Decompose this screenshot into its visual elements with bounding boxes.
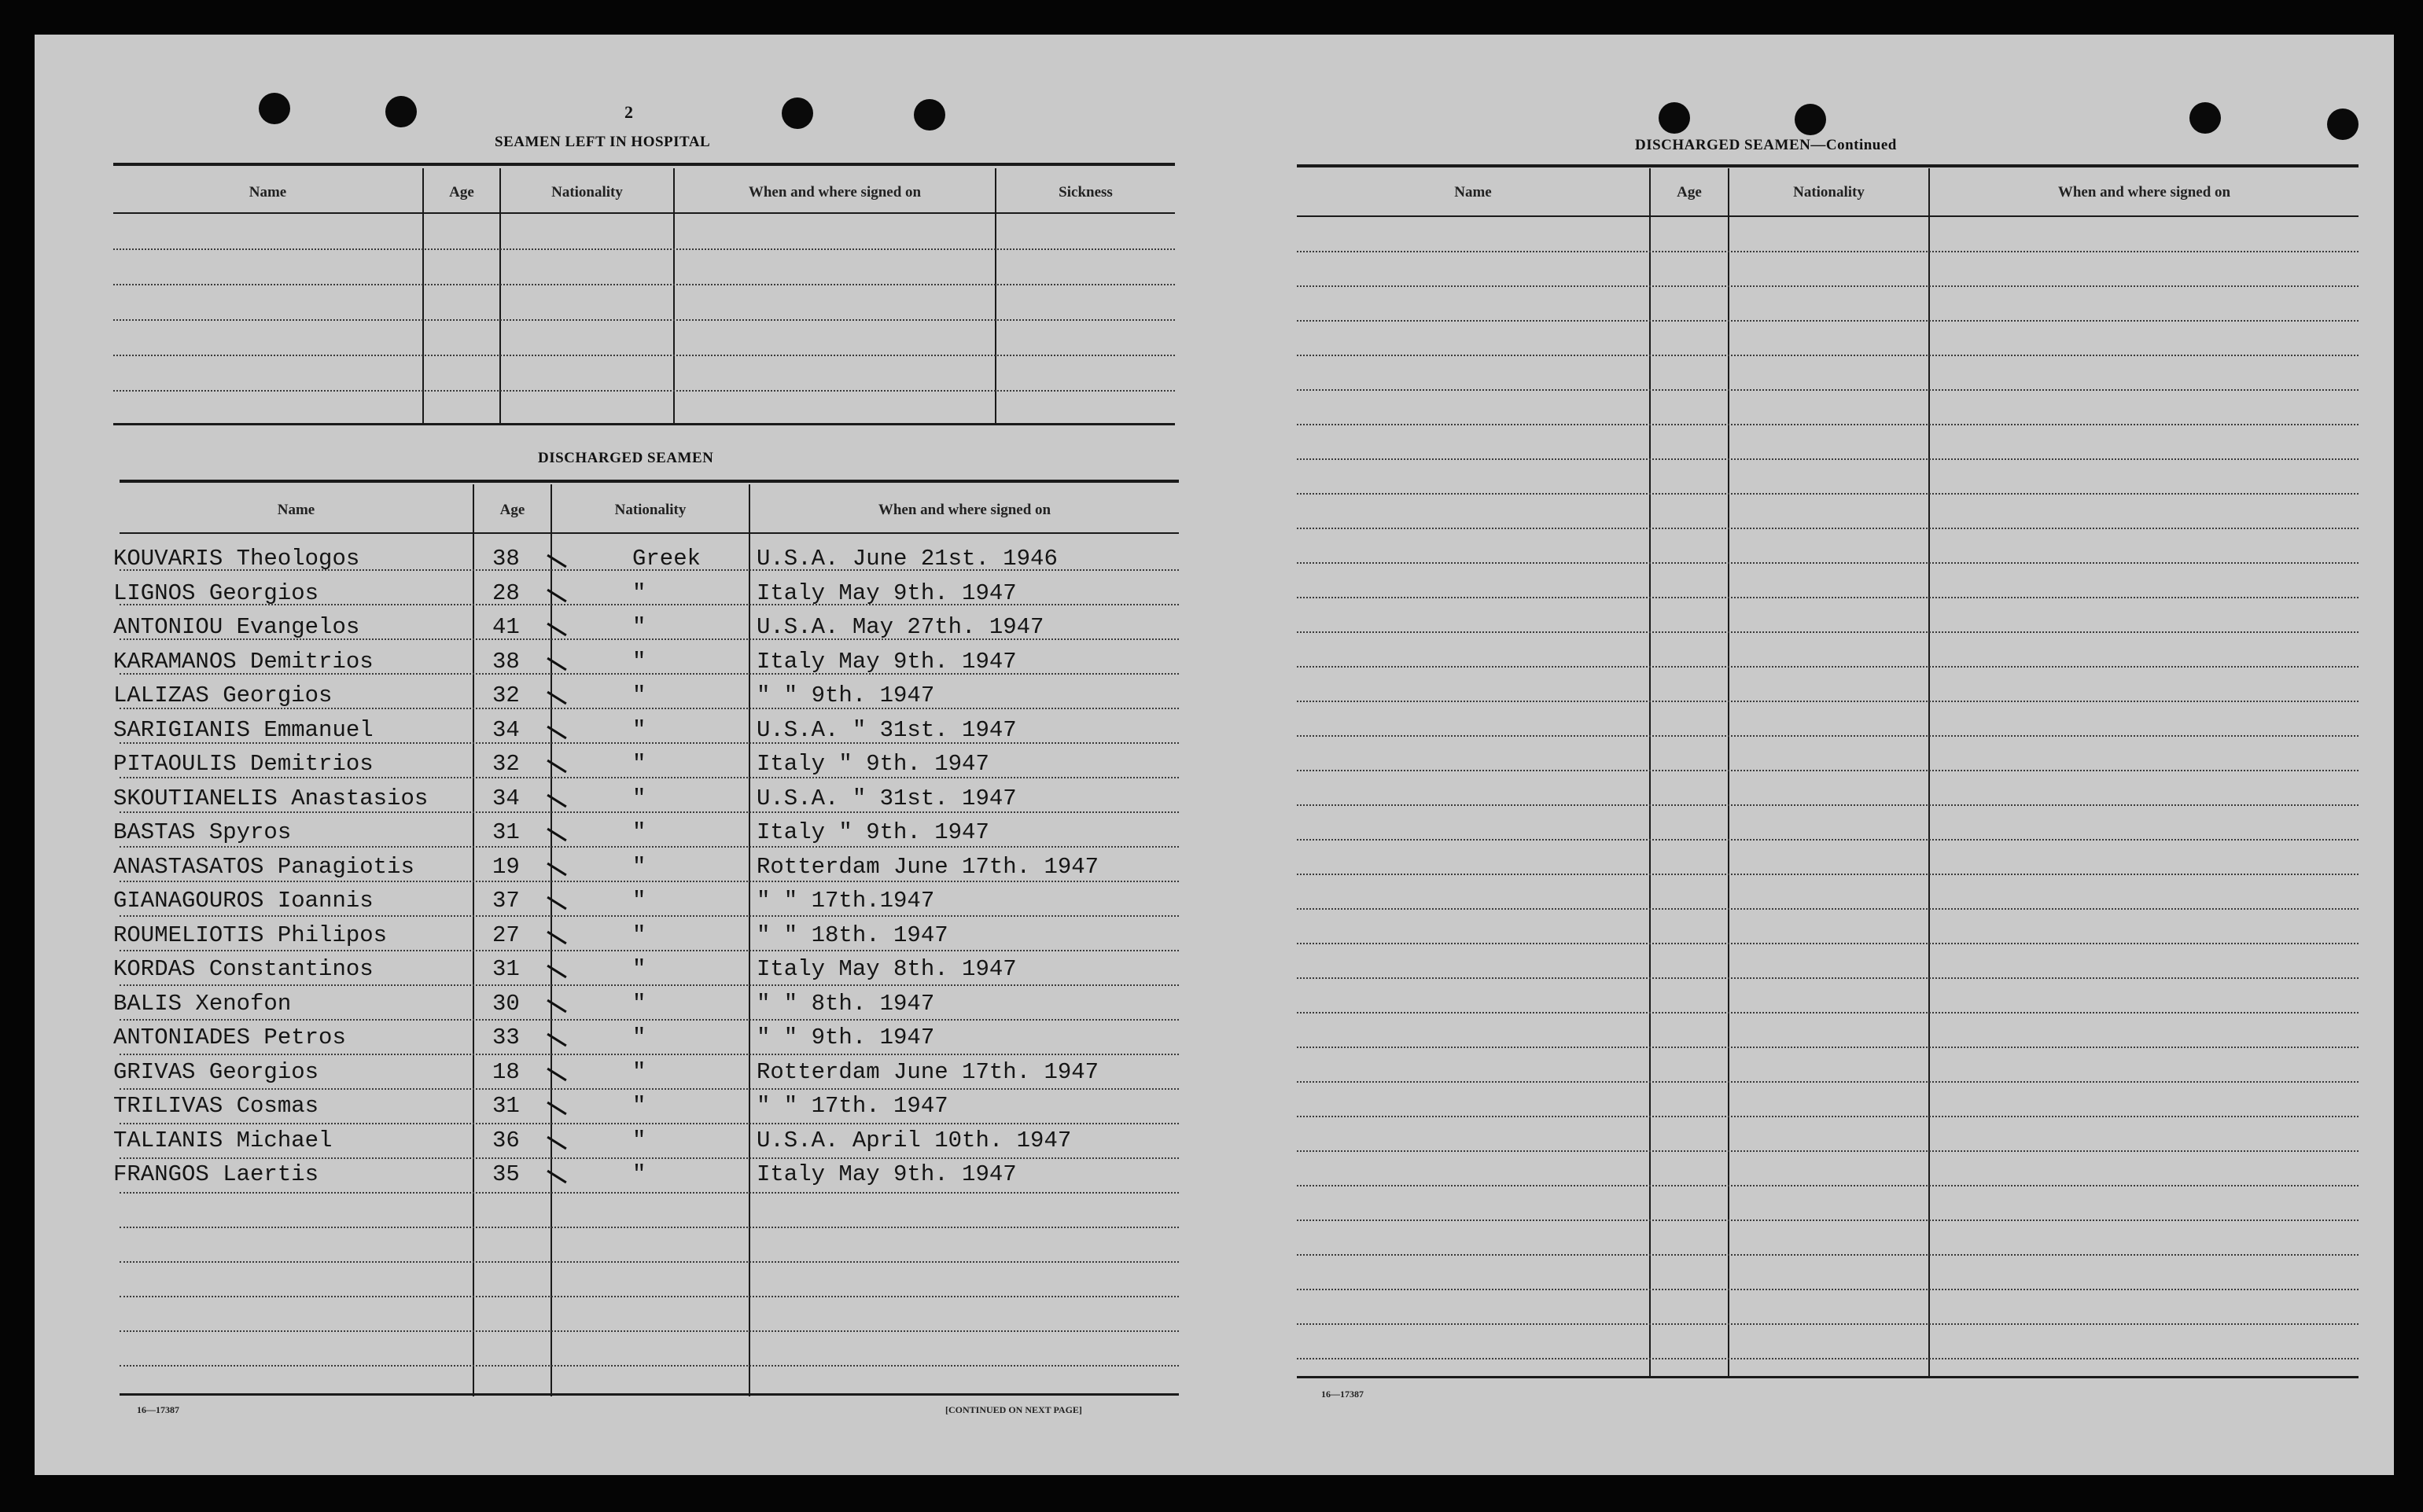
hospital-col-divider bbox=[673, 168, 675, 425]
ruled-line bbox=[120, 1227, 1179, 1228]
hospital-header-signed-on: When and where signed on bbox=[748, 184, 922, 200]
hospital-header-sickness: Sickness bbox=[1059, 184, 1113, 200]
seaman-age: 33 bbox=[492, 1025, 520, 1050]
ruled-line bbox=[1297, 458, 2359, 460]
seaman-signed-on: Italy May 9th. 1947 bbox=[757, 1161, 1017, 1187]
hospital-top-rule bbox=[113, 163, 1175, 166]
ruled-line bbox=[120, 1261, 1179, 1263]
hospital-section-title: SEAMEN LEFT IN HOSPITAL bbox=[495, 134, 711, 150]
ruled-line bbox=[1297, 1323, 2359, 1325]
ruled-line bbox=[120, 881, 1179, 882]
ruled-line bbox=[1297, 1185, 2359, 1186]
ruled-line bbox=[1297, 1220, 2359, 1221]
seaman-nationality: " bbox=[632, 1058, 646, 1085]
discharged-header-signed-on: When and where signed on bbox=[878, 502, 1051, 518]
continued-title-suffix: —Continued bbox=[1810, 137, 1897, 153]
hospital-bottom-rule bbox=[113, 423, 1175, 425]
ruled-line bbox=[120, 1365, 1179, 1367]
ruled-line bbox=[120, 1019, 1179, 1021]
ruled-line bbox=[120, 1157, 1179, 1159]
ruled-line bbox=[113, 319, 1175, 321]
ruled-line bbox=[120, 1054, 1179, 1055]
ruled-line bbox=[1297, 389, 2359, 391]
punch-hole bbox=[259, 93, 290, 124]
discharged-top-rule bbox=[120, 480, 1179, 483]
ruled-line bbox=[113, 248, 1175, 250]
seaman-age: 32 bbox=[492, 682, 520, 708]
seaman-name: GRIVAS Georgios bbox=[113, 1058, 319, 1085]
seaman-signed-on: Italy " 9th. 1947 bbox=[757, 819, 989, 845]
ruled-line bbox=[1297, 735, 2359, 737]
discharged-col-divider bbox=[551, 484, 552, 1396]
seaman-name: BASTAS Spyros bbox=[113, 819, 292, 845]
seaman-signed-on: U.S.A. " 31st. 1947 bbox=[757, 785, 1017, 811]
seaman-name: ANASTASATOS Panagiotis bbox=[113, 853, 414, 880]
hospital-col-divider bbox=[499, 168, 501, 425]
right-header-age: Age bbox=[1677, 184, 1702, 200]
seaman-signed-on: U.S.A. May 27th. 1947 bbox=[757, 614, 1044, 640]
discharged-header-nationality: Nationality bbox=[614, 502, 687, 518]
seaman-age: 41 bbox=[492, 614, 520, 640]
continued-section-title bbox=[1635, 137, 1897, 154]
seaman-age: 31 bbox=[492, 956, 520, 982]
seaman-nationality: " bbox=[632, 922, 646, 948]
punch-hole bbox=[2189, 102, 2221, 134]
seaman-name: KARAMANOS Demitrios bbox=[113, 648, 374, 675]
right-bottom-rule bbox=[1297, 1376, 2359, 1378]
seaman-name: FRANGOS Laertis bbox=[113, 1161, 319, 1187]
ruled-line bbox=[120, 1123, 1179, 1124]
seaman-signed-on: Italy May 9th. 1947 bbox=[757, 648, 1017, 675]
seaman-name: KORDAS Constantinos bbox=[113, 956, 374, 982]
ruled-line bbox=[1297, 528, 2359, 529]
ruled-line bbox=[1297, 320, 2359, 322]
ruled-line bbox=[1297, 701, 2359, 702]
seaman-nationality: " bbox=[632, 1127, 646, 1153]
seaman-signed-on: " " 17th. 1947 bbox=[757, 1093, 948, 1119]
right-header-signed-on: When and where signed on bbox=[2057, 184, 2231, 200]
ruled-line bbox=[1297, 874, 2359, 875]
seaman-nationality: " bbox=[632, 1025, 646, 1050]
seaman-signed-on: " " 17th.1947 bbox=[757, 888, 935, 914]
ruled-line bbox=[1297, 562, 2359, 564]
seaman-age: 36 bbox=[492, 1127, 520, 1153]
hospital-header-nationality: Nationality bbox=[551, 184, 623, 200]
ruled-line bbox=[1297, 943, 2359, 944]
seaman-age: 18 bbox=[492, 1058, 520, 1085]
right-header-rule bbox=[1297, 215, 2359, 217]
seaman-age: 34 bbox=[492, 785, 520, 811]
seaman-nationality: " bbox=[632, 682, 646, 708]
seaman-name: ROUMELIOTIS Philipos bbox=[113, 922, 388, 948]
seaman-signed-on: U.S.A. " 31st. 1947 bbox=[757, 716, 1017, 743]
seaman-age: 31 bbox=[492, 1093, 520, 1119]
ruled-line bbox=[1297, 1150, 2359, 1152]
seaman-age: 34 bbox=[492, 716, 520, 743]
seaman-name: SKOUTIANELIS Anastasios bbox=[113, 785, 429, 811]
ruled-line bbox=[1297, 493, 2359, 495]
hospital-col-divider bbox=[995, 168, 996, 425]
seaman-signed-on: Rotterdam June 17th. 1947 bbox=[757, 853, 1099, 880]
ruled-line bbox=[1297, 1358, 2359, 1359]
seaman-nationality: " bbox=[632, 785, 646, 811]
punch-hole bbox=[1659, 102, 1690, 134]
seaman-age: 38 bbox=[492, 648, 520, 675]
ruled-line bbox=[120, 915, 1179, 917]
seaman-name: KOUVARIS Theologos bbox=[113, 546, 360, 572]
seaman-nationality: " bbox=[632, 990, 646, 1017]
seaman-nationality: Greek bbox=[632, 546, 701, 572]
ruled-line bbox=[1297, 839, 2359, 841]
seaman-name: SARIGIANIS Emmanuel bbox=[113, 716, 374, 743]
seaman-nationality: " bbox=[632, 751, 646, 777]
seaman-name: LIGNOS Georgios bbox=[113, 579, 319, 606]
ruled-line bbox=[1297, 977, 2359, 979]
hospital-header-rule bbox=[113, 212, 1175, 214]
discharged-bottom-rule bbox=[120, 1393, 1179, 1396]
seaman-signed-on: U.S.A. April 10th. 1947 bbox=[757, 1127, 1072, 1153]
continued-title-main: DISCHARGED SEAMEN bbox=[1635, 137, 1811, 153]
seaman-signed-on: " " 9th. 1947 bbox=[757, 1025, 935, 1050]
seaman-signed-on: Italy May 8th. 1947 bbox=[757, 956, 1017, 982]
continued-note: [CONTINUED ON NEXT PAGE] bbox=[945, 1404, 1082, 1415]
discharged-header-name: Name bbox=[277, 502, 315, 518]
punch-hole bbox=[385, 96, 417, 127]
right-form-number: 16—17387 bbox=[1321, 1389, 1364, 1400]
seaman-signed-on: Rotterdam June 17th. 1947 bbox=[757, 1058, 1099, 1085]
right-col-divider bbox=[1649, 168, 1651, 1378]
ruled-line bbox=[120, 846, 1179, 848]
ruled-line bbox=[120, 1296, 1179, 1297]
seaman-age: 35 bbox=[492, 1161, 520, 1187]
seaman-nationality: " bbox=[632, 648, 646, 675]
discharged-section-title: DISCHARGED SEAMEN bbox=[538, 450, 714, 466]
ruled-line bbox=[1297, 666, 2359, 668]
seaman-name: PITAOULIS Demitrios bbox=[113, 751, 374, 777]
page-number: 2 bbox=[624, 102, 633, 122]
seaman-signed-on: " " 8th. 1947 bbox=[757, 990, 935, 1017]
seaman-age: 38 bbox=[492, 546, 520, 572]
seaman-name: TRILIVAS Cosmas bbox=[113, 1093, 319, 1119]
seaman-name: ANTONIADES Petros bbox=[113, 1025, 346, 1050]
seaman-age: 37 bbox=[492, 888, 520, 914]
seaman-age: 30 bbox=[492, 990, 520, 1017]
ruled-line bbox=[1297, 631, 2359, 633]
seaman-nationality: " bbox=[632, 956, 646, 982]
seaman-nationality: " bbox=[632, 1093, 646, 1119]
discharged-header-rule bbox=[120, 532, 1179, 534]
ruled-line bbox=[1297, 1254, 2359, 1256]
hospital-col-divider bbox=[422, 168, 424, 425]
seaman-age: 32 bbox=[492, 751, 520, 777]
ruled-line bbox=[1297, 285, 2359, 287]
ruled-line bbox=[1297, 1047, 2359, 1048]
ruled-line bbox=[120, 984, 1179, 986]
seaman-nationality: " bbox=[632, 853, 646, 880]
right-col-divider bbox=[1928, 168, 1930, 1378]
seaman-nationality: " bbox=[632, 888, 646, 914]
seaman-nationality: " bbox=[632, 579, 646, 606]
ruled-line bbox=[120, 1330, 1179, 1332]
ruled-line bbox=[120, 777, 1179, 778]
seaman-nationality: " bbox=[632, 716, 646, 743]
ruled-line bbox=[1297, 1012, 2359, 1014]
ruled-line bbox=[113, 284, 1175, 285]
seaman-nationality: " bbox=[632, 819, 646, 845]
hospital-header-name: Name bbox=[249, 184, 287, 200]
ruled-line bbox=[1297, 424, 2359, 425]
punch-hole bbox=[2327, 109, 2359, 140]
seaman-age: 31 bbox=[492, 819, 520, 845]
ruled-line bbox=[1297, 1081, 2359, 1083]
ruled-line bbox=[120, 811, 1179, 813]
ruled-line bbox=[120, 1192, 1179, 1194]
seaman-nationality: " bbox=[632, 1161, 646, 1187]
ruled-line bbox=[1297, 355, 2359, 356]
ruled-line bbox=[113, 355, 1175, 356]
seaman-signed-on: Italy " 9th. 1947 bbox=[757, 751, 989, 777]
seaman-name: BALIS Xenofon bbox=[113, 990, 292, 1017]
form-number: 16—17387 bbox=[137, 1404, 179, 1415]
right-header-name: Name bbox=[1454, 184, 1492, 200]
punch-hole bbox=[782, 97, 813, 129]
seaman-name: TALIANIS Michael bbox=[113, 1127, 333, 1153]
seaman-name: LALIZAS Georgios bbox=[113, 682, 333, 708]
seaman-age: 28 bbox=[492, 579, 520, 606]
discharged-col-divider bbox=[473, 484, 474, 1396]
seaman-name: ANTONIOU Evangelos bbox=[113, 614, 360, 640]
ruled-line bbox=[120, 1088, 1179, 1090]
hospital-header-age: Age bbox=[449, 184, 474, 200]
ruled-line bbox=[1297, 597, 2359, 598]
seaman-signed-on: Italy May 9th. 1947 bbox=[757, 579, 1017, 606]
punch-hole bbox=[914, 99, 945, 131]
ruled-line bbox=[1297, 908, 2359, 910]
right-top-rule bbox=[1297, 164, 2359, 167]
discharged-header-age: Age bbox=[499, 502, 525, 518]
seaman-signed-on: " " 18th. 1947 bbox=[757, 922, 948, 948]
ruled-line bbox=[1297, 251, 2359, 252]
document-sheet bbox=[35, 35, 2394, 1475]
seaman-signed-on: " " 9th. 1947 bbox=[757, 682, 935, 708]
seaman-name: GIANAGOUROS Ioannis bbox=[113, 888, 374, 914]
seaman-signed-on: U.S.A. June 21st. 1946 bbox=[757, 546, 1058, 572]
ruled-line bbox=[1297, 804, 2359, 806]
seaman-age: 27 bbox=[492, 922, 520, 948]
seaman-age: 19 bbox=[492, 853, 520, 880]
ruled-line bbox=[1297, 1289, 2359, 1290]
ruled-line bbox=[120, 950, 1179, 951]
discharged-col-divider bbox=[749, 484, 750, 1396]
right-header-nationality: Nationality bbox=[1793, 184, 1865, 200]
right-col-divider bbox=[1728, 168, 1729, 1378]
seaman-nationality: " bbox=[632, 614, 646, 640]
punch-hole bbox=[1795, 104, 1826, 135]
ruled-line bbox=[1297, 1116, 2359, 1117]
ruled-line bbox=[1297, 770, 2359, 771]
ruled-line bbox=[113, 390, 1175, 392]
